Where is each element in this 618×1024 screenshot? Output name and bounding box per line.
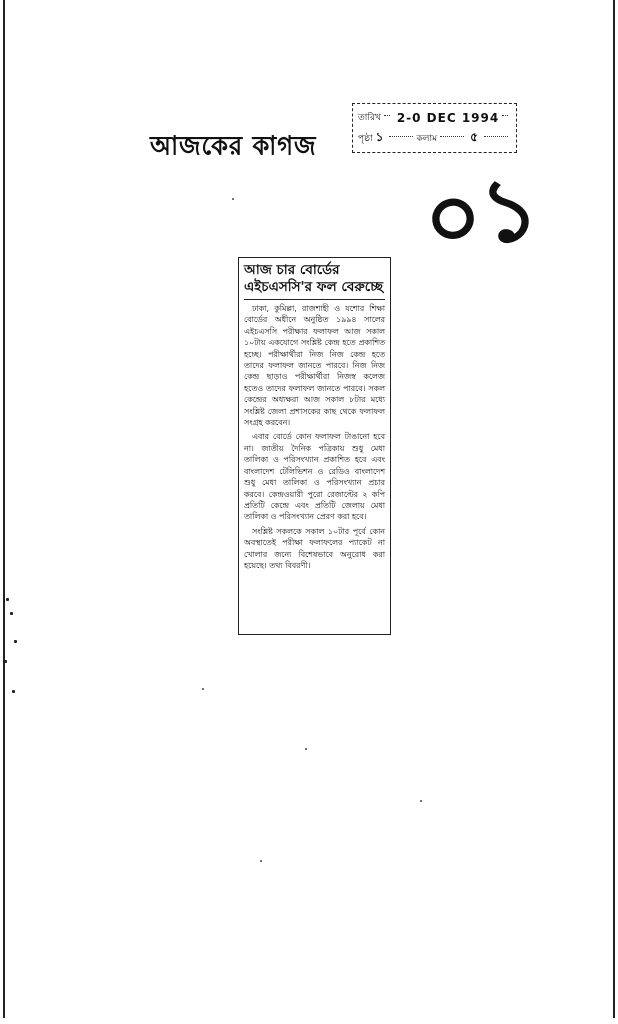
article-paragraph: এবার বোর্ডে কোন ফলাফল টাঙানো হবে না। জাতীয় দৈনিক পত্রিকায় শুধু মেধা তালিকা ও পরিসংখ্যান প্রকাশিত হবে এবং বাংলাদেশ টেলিভিশন ও রেডিও বাংলাদেশ শুধু মেধা তালিকা ও পরিসংখ্যান প্রচার করবে। কেন্দ্রওয়ারী পুরো রেজাল্টের ২ কপি প্রতিটি কেন্দ্রে এবং প্রতিটি জেলায় মেধা তালিকা ও পরিসংখ্যান প্রেরণ করা হবে। bbox=[244, 432, 385, 522]
stamp-dots bbox=[502, 115, 508, 116]
scan-speck bbox=[260, 860, 262, 862]
newspaper-clipping bbox=[238, 257, 391, 635]
article-paragraph: সংশ্লিষ্ট সকলকে সকাল ১০টার পূর্বে কোন অবস্থাতেই পরীক্ষা ফলাফলের প্যাকেট না খোলার জন্যে বিশেষভাবে অনুরোধ করা হয়েছে। তথ্য বিবরণী। bbox=[244, 526, 385, 570]
handwritten-number: ০১ bbox=[417, 154, 545, 273]
article-paragraph: ঢাকা, কুমিল্লা, রাজশাহী ও যশোর শিক্ষা বোর্ডের অধীনে অনুষ্ঠিত ১৯৯৪ সালের এইচএসসি পরীক্ষার ফলাফল আজ সকাল ১০টায় একযোগে সংশ্লিষ্ট কেন্দ্র হতে প্রকাশিত হচ্ছে। পরীক্ষার্থীরা নিজ নিজ কেন্দ্র হতে তাদের ফলাফল জানতে পারবে। নিজ নিজ কেন্দ্র ছাড়াও পরীক্ষার্থীরা নিজস্ব কলেজ হতেও তাদের ফলাফল জানতে পারবে। সকল কেন্দ্রের অধ্যক্ষরা আজ সকাল ৮টার মধ্যে সংশ্লিষ্ট জেলা প্রশাসকের কাছ থেকে ফলাফল সংগ্রহ করবেন। bbox=[244, 304, 385, 428]
stamp-date-value: 2-0 DEC 1994 bbox=[396, 110, 500, 125]
stamp-dots bbox=[484, 136, 508, 137]
archive-stamp bbox=[352, 103, 517, 153]
scan-speck bbox=[10, 612, 13, 615]
headline-line-1: আজ চার বোর্ডের bbox=[244, 262, 340, 278]
headline-line-2: এইচএসসি'র ফল বেরুচ্ছে bbox=[244, 279, 383, 295]
stamp-date-row bbox=[358, 107, 511, 128]
scan-speck bbox=[232, 198, 234, 200]
stamp-page-label: পৃষ্ঠা bbox=[358, 134, 373, 144]
scan-speck bbox=[420, 800, 422, 802]
stamp-date-label: তারিখ bbox=[358, 113, 381, 123]
scan-speck bbox=[202, 688, 204, 690]
newspaper-masthead: আজকের কাগজ bbox=[150, 130, 317, 162]
scan-speck bbox=[4, 660, 7, 663]
stamp-column-value: ৫ bbox=[470, 129, 478, 144]
scan-speck bbox=[14, 640, 17, 643]
scan-speck bbox=[6, 598, 9, 601]
stamp-dots bbox=[440, 136, 464, 137]
article-headline bbox=[244, 262, 385, 300]
scan-speck bbox=[12, 690, 15, 693]
scan-speck bbox=[305, 748, 307, 750]
stamp-dots bbox=[384, 115, 390, 116]
stamp-page-row bbox=[358, 128, 511, 149]
stamp-page-value: ১ bbox=[375, 129, 384, 144]
stamp-column-label: কলাম bbox=[416, 134, 438, 144]
stamp-dots bbox=[389, 136, 413, 137]
